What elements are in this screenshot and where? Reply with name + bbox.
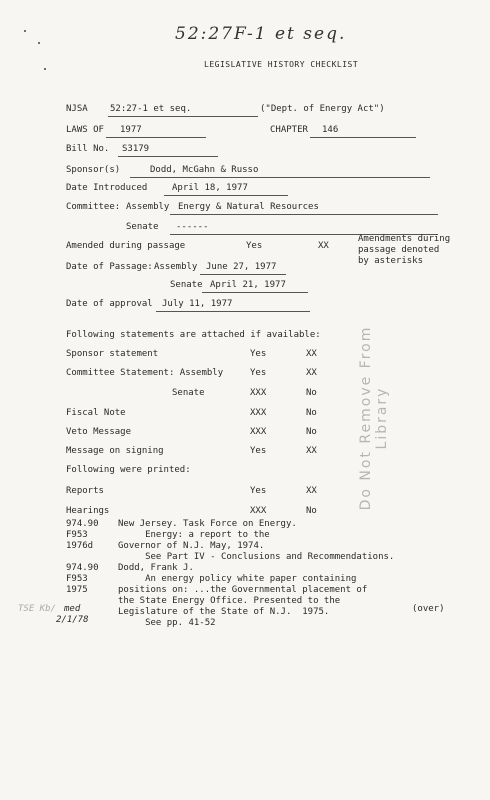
- hearings-mark: No: [306, 506, 317, 516]
- footer-initials: TSE Kb/: [18, 604, 56, 614]
- chapter-value: 146: [322, 125, 339, 135]
- reference-2-line-1: Dodd, Frank J.: [118, 563, 194, 573]
- reference-1-call-2: F953: [66, 530, 88, 540]
- committee-label: Committee:: [66, 202, 121, 212]
- committee-statement-label: Committee Statement: Assembly: [66, 368, 224, 378]
- act-name: ("Dept. of Energy Act"): [260, 104, 385, 114]
- reports-mark: XX: [306, 486, 317, 496]
- fiscal-note-mark: No: [306, 408, 317, 418]
- passage-senate-label: Senate: [170, 280, 203, 290]
- chapter-label: CHAPTER: [270, 125, 308, 135]
- reference-2-call-2: F953: [66, 574, 88, 584]
- sponsor-statement-label: Sponsor statement: [66, 349, 159, 359]
- veto-message-label: Veto Message: [66, 427, 132, 437]
- amended-label: Amended during passage: [66, 241, 186, 251]
- amended-yes: Yes: [246, 241, 263, 251]
- njsa-label: NJSA: [66, 104, 88, 114]
- library-stamp-text: Do Not Remove From Library: [358, 325, 390, 511]
- laws-of-label: LAWS OF: [66, 125, 104, 135]
- bill-number-value: S3179: [122, 144, 150, 154]
- bill-number-label: Bill No.: [66, 144, 110, 154]
- laws-of-value: 1977: [120, 125, 142, 135]
- reference-2-line-2: An energy policy white paper containing: [118, 574, 357, 584]
- amended-mark: XX: [318, 241, 329, 251]
- committee-senate-label: Senate: [126, 222, 159, 232]
- amendments-note-1: Amendments during: [358, 234, 451, 244]
- reference-2-line-6: See pp. 41-52: [118, 618, 216, 628]
- sponsor-statement-yes: Yes: [250, 349, 267, 359]
- reference-2-call-3: 1975: [66, 585, 88, 595]
- hearings-label: Hearings: [66, 506, 110, 516]
- reference-1-line-1: New Jersey. Task Force on Energy.: [118, 519, 297, 529]
- over-label: (over): [412, 604, 445, 614]
- reference-1-line-4: See Part IV - Conclusions and Recommendations.: [118, 552, 395, 562]
- veto-message-mark: No: [306, 427, 317, 437]
- fiscal-note-yes: XXX: [250, 408, 267, 418]
- passage-assembly-value: June 27, 1977: [206, 262, 277, 272]
- reference-1-call-1: 974.90: [66, 519, 99, 529]
- reference-1-call-3: 1976d: [66, 541, 94, 551]
- senate-statement-label: Senate: [172, 388, 205, 398]
- message-on-signing-label: Message on signing: [66, 446, 164, 456]
- document-title: LEGISLATIVE HISTORY CHECKLIST: [204, 60, 359, 69]
- sponsor-statement-mark: XX: [306, 349, 317, 359]
- date-introduced-label: Date Introduced: [66, 183, 148, 193]
- passage-senate-value: April 21, 1977: [210, 280, 286, 290]
- sponsor-label: Sponsor(s): [66, 165, 121, 175]
- reports-label: Reports: [66, 486, 104, 496]
- message-on-signing-yes: Yes: [250, 446, 267, 456]
- printed-heading: Following were printed:: [66, 465, 191, 475]
- passage-label: Date of Passage:: [66, 262, 153, 272]
- committee-assembly-value: Energy & Natural Resources: [178, 202, 319, 212]
- date-introduced-value: April 18, 1977: [172, 183, 248, 193]
- sponsor-value: Dodd, McGahn & Russo: [150, 165, 259, 175]
- committee-statement-mark: XX: [306, 368, 317, 378]
- amendments-note-2: passage denoted: [358, 245, 440, 255]
- library-stamp: [358, 292, 388, 524]
- committee-statement-yes: Yes: [250, 368, 267, 378]
- fiscal-note-label: Fiscal Note: [66, 408, 126, 418]
- reference-2-call-1: 974.90: [66, 563, 99, 573]
- footer-note-1: med: [64, 604, 81, 614]
- reference-2-line-5: Legislature of the State of N.J. 1975.: [118, 607, 330, 617]
- passage-assembly-label: Assembly: [154, 262, 198, 272]
- attached-heading: Following statements are attached if available:: [66, 330, 321, 340]
- committee-senate-value: ------: [176, 222, 209, 232]
- reference-1-line-2: Energy: a report to the: [118, 530, 270, 540]
- njsa-value: 52:27-1 et seq.: [110, 104, 192, 114]
- footer-note-2: 2/1/78: [56, 615, 89, 625]
- message-on-signing-mark: XX: [306, 446, 317, 456]
- reference-2-line-3: positions on: ...the Governmental placement of: [118, 585, 368, 595]
- senate-statement-yes: XXX: [250, 388, 267, 398]
- amendments-note-3: by asterisks: [358, 256, 424, 266]
- approval-label: Date of approval: [66, 299, 153, 309]
- reports-yes: Yes: [250, 486, 267, 496]
- approval-value: July 11, 1977: [162, 299, 233, 309]
- reference-1-line-3: Governor of N.J. May, 1974.: [118, 541, 265, 551]
- veto-message-yes: XXX: [250, 427, 267, 437]
- committee-assembly-label: Assembly: [126, 202, 170, 212]
- senate-statement-mark: No: [306, 388, 317, 398]
- handwritten-statute-number: 52:27F-1 et seq.: [175, 24, 347, 44]
- hearings-yes: XXX: [250, 506, 267, 516]
- reference-2-line-4: the State Energy Office. Presented to the: [118, 596, 341, 606]
